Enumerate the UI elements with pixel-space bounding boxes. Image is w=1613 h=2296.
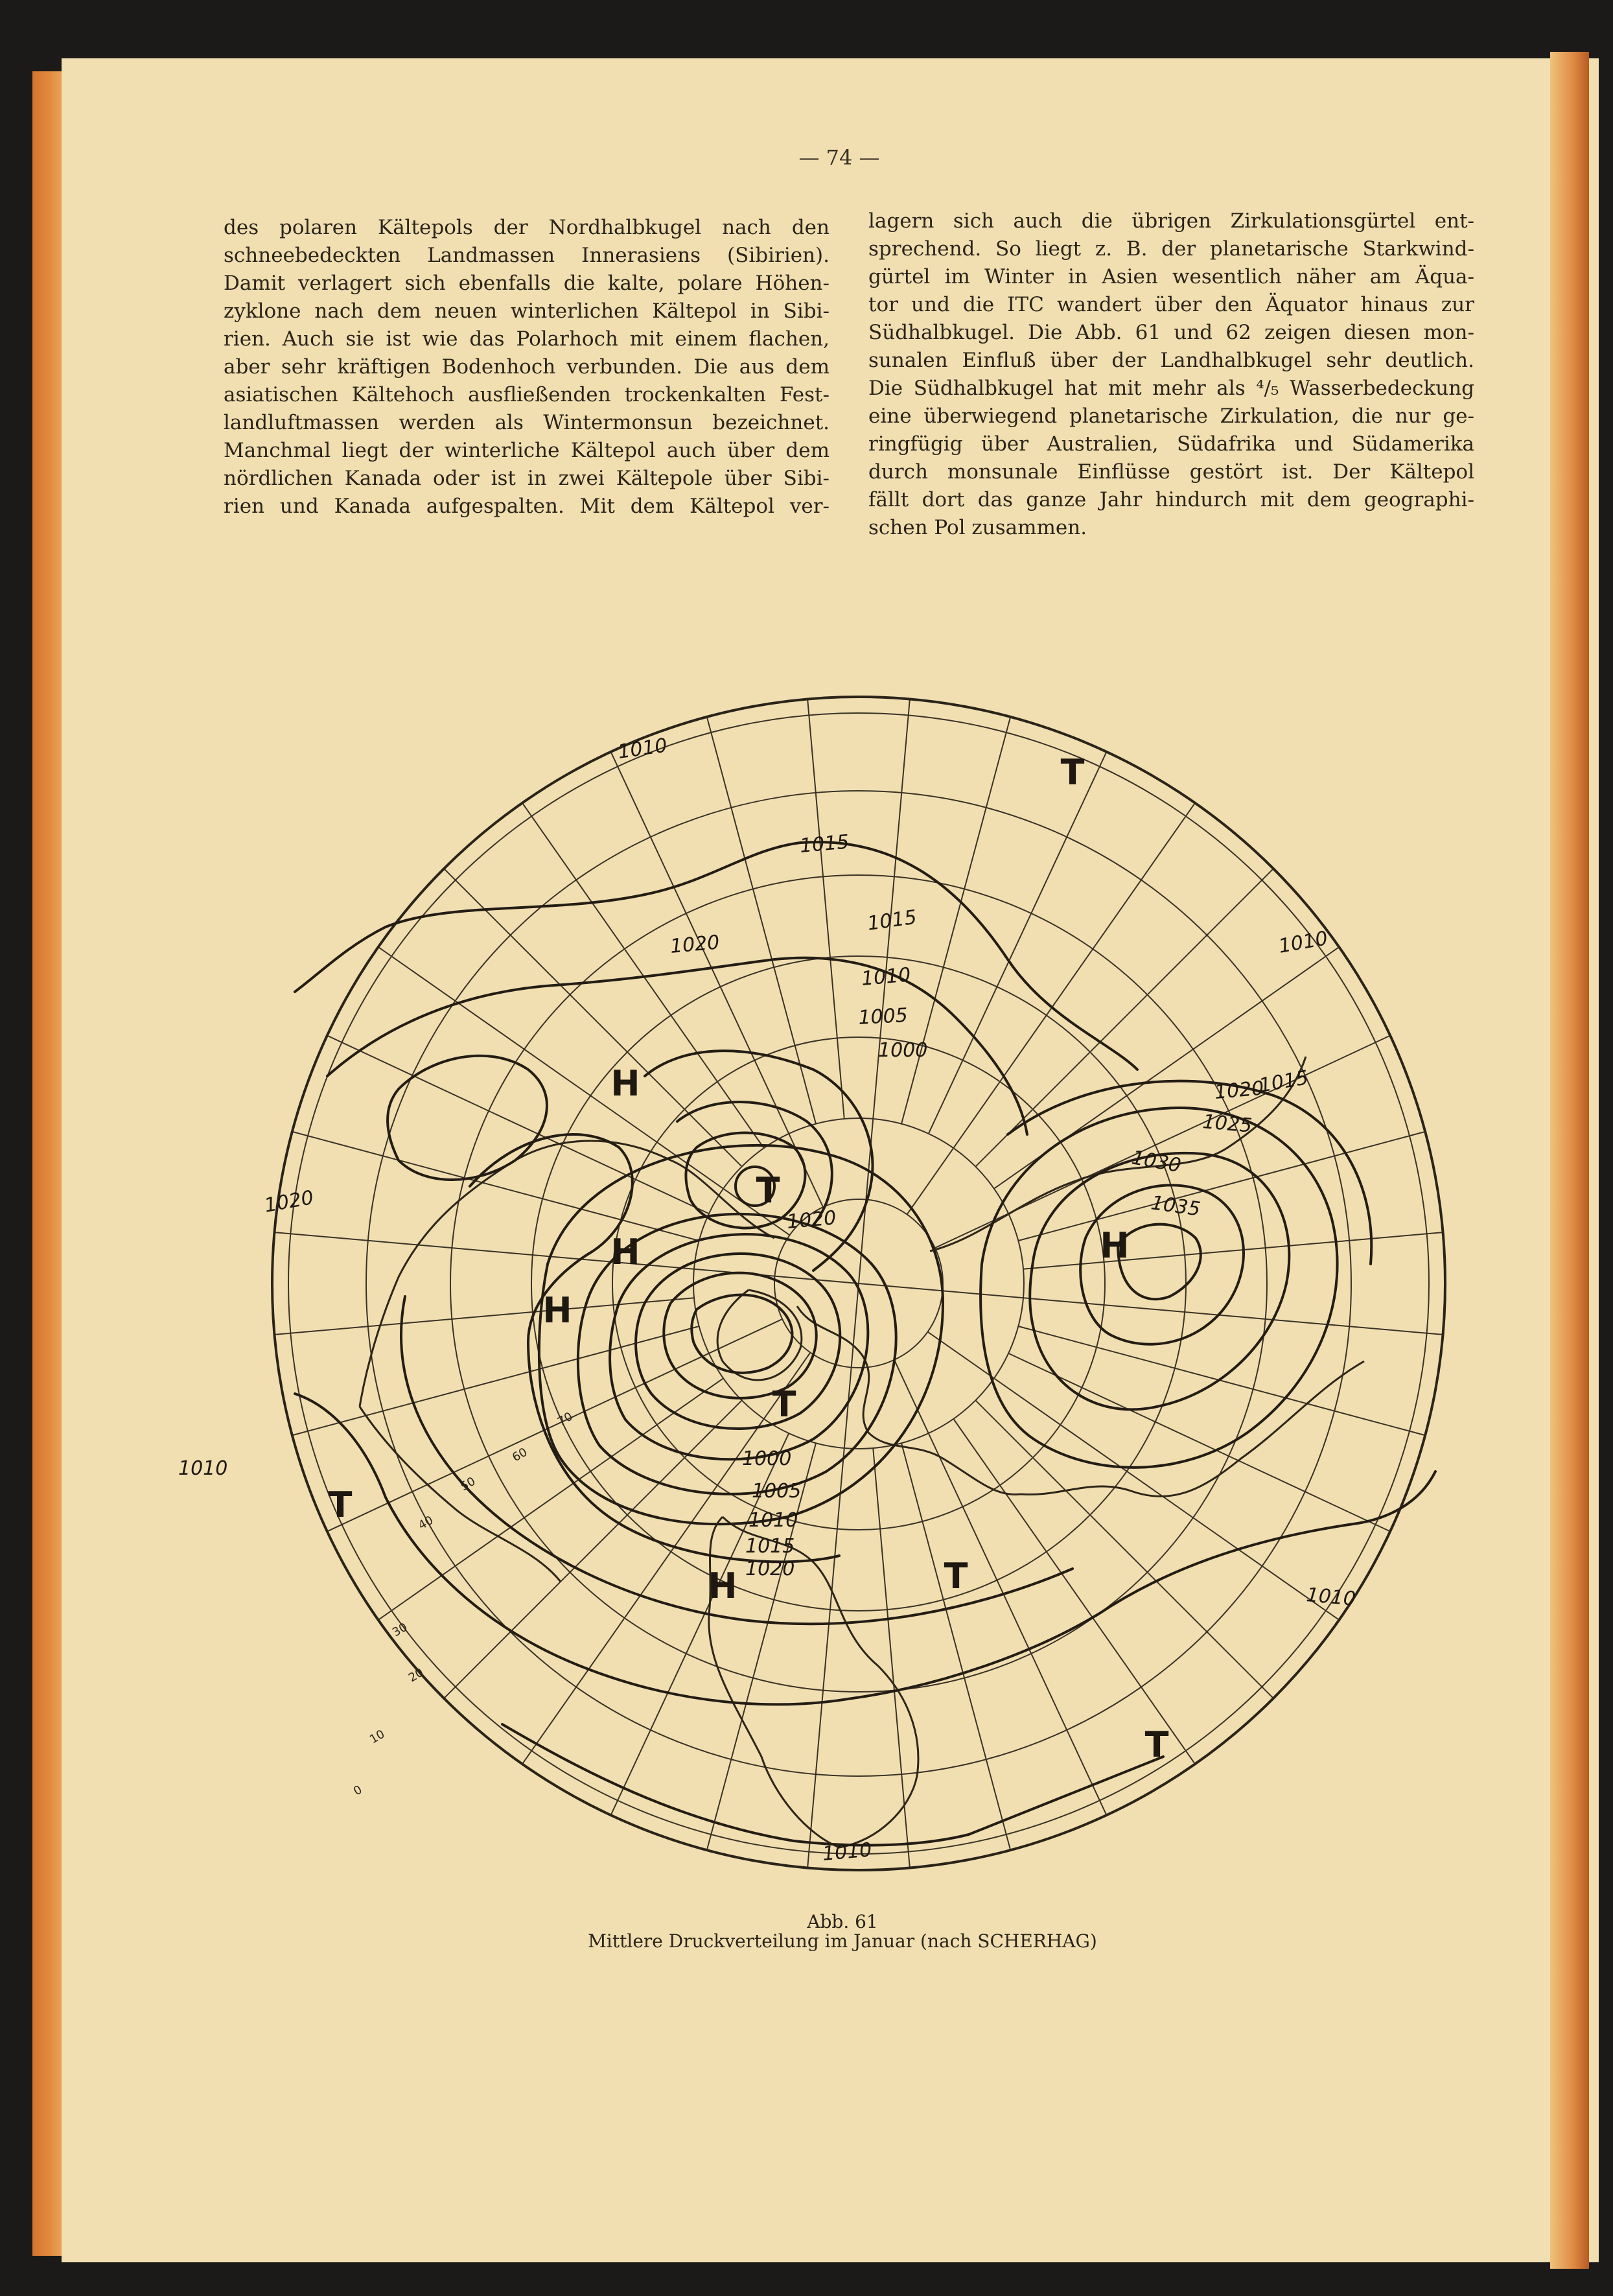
text-line: zyklone nach dem neuen winterlichen Kältepol in Sibi-: [224, 299, 830, 323]
meridian-line: [807, 699, 844, 1119]
isobar-1010-south: [502, 1724, 1163, 1845]
text-column-left: [224, 214, 830, 521]
text-line: aber sehr kräftigen Bodenhoch verbunden. Die aus dem: [224, 355, 830, 379]
text-line: lagern sich auch die übrigen Zirkulationsgürtel ent-: [868, 209, 1474, 233]
isobar-label: 1020: [262, 1186, 316, 1217]
isobar-low-atl-1: [691, 1295, 792, 1373]
isobar-label: 1010: [1277, 927, 1330, 958]
page-number: — 74 —: [798, 145, 880, 170]
text-line: Südhalbkugel. Die Abb. 61 und 62 zeigen diesen mon-: [868, 321, 1474, 344]
text-line: rien. Auch sie ist wie das Polarhoch mit einem flachen,: [224, 327, 830, 351]
text-line: sprechend. So liegt z. B. der planetarische Starkwind-: [868, 237, 1474, 261]
meridian-line: [1008, 1353, 1390, 1532]
meridian-line: [444, 1400, 742, 1698]
text-line: gürtel im Winter in Asien wesentlich näher am Äqua-: [868, 265, 1474, 288]
high-pressure-center: H: [542, 1290, 572, 1331]
isobar-label: 1010: [1305, 1584, 1357, 1611]
meridian-line: [611, 752, 824, 1207]
high-pressure-center: H: [610, 1063, 640, 1104]
meridian-line: [327, 1319, 782, 1532]
isobar-label: 1010: [860, 963, 912, 990]
text-line: eine überwiegend planetarische Zirkulation, die nur ge-: [868, 404, 1474, 428]
text-line: sunalen Einfluß über der Landhalbkugel sehr deutlich.: [868, 349, 1474, 372]
text-column-right: [868, 207, 1474, 542]
latitude-label: 20: [406, 1665, 426, 1685]
isobar-label: 1000: [742, 1447, 792, 1470]
text-line: schneebedeckten Landmassen Innerasiens (Sibirien).: [224, 244, 830, 267]
isobar-label: 1005: [857, 1004, 909, 1029]
meridian-line: [378, 1378, 723, 1620]
isobar-label: 1015: [798, 830, 850, 858]
text-line: ringfügig über Australien, Südafrika und Südamerika: [868, 432, 1474, 456]
isobar-label: 1015: [866, 906, 918, 935]
text-line: Manchmal liegt der winterliche Kältepol auch über dem: [224, 439, 830, 462]
meridian-line: [707, 717, 816, 1124]
pressure-centers: [329, 752, 1169, 1765]
low-pressure-center: T: [1060, 752, 1085, 793]
high-pressure-center: H: [1100, 1225, 1130, 1266]
latitude-label: 40: [416, 1513, 436, 1533]
latitude-label: 10: [367, 1727, 388, 1747]
low-pressure-center: T: [756, 1170, 780, 1211]
isobars: [295, 842, 1435, 1845]
low-pressure-center: T: [772, 1384, 796, 1425]
isobar-label: 1025: [1201, 1110, 1253, 1138]
latitude-label: 70: [555, 1409, 575, 1429]
coastline-greenland: [717, 1290, 802, 1380]
meridian-line: [929, 752, 1107, 1134]
isobar-low-atl-3: [636, 1254, 840, 1429]
isobar-1025-h: [1030, 1153, 1289, 1409]
meridian-line: [953, 1419, 1195, 1764]
isobar-label: 1015: [745, 1535, 795, 1558]
meridian-line: [894, 1360, 1107, 1815]
pressure-map: [178, 681, 1474, 1886]
isobar-label: 1030: [1130, 1146, 1183, 1178]
coastline-asia: [930, 1057, 1364, 1496]
text-line: durch monsunale Einflüsse gestört ist. Der Kältepol: [868, 460, 1474, 484]
isobar-1035-h: [1118, 1224, 1201, 1300]
meridian-line: [444, 869, 742, 1167]
isobar-label: 1020: [785, 1206, 837, 1234]
isobar-label: 1035: [1149, 1191, 1202, 1221]
text-line: landluftmassen werden als Wintermonsun bezeichnet.: [224, 411, 830, 434]
latitude-label: 50: [458, 1474, 478, 1494]
text-line: schen Pol zusammen.: [868, 516, 1087, 539]
caption-title: Mittlere Druckverteilung im Januar (nach SCHERHAG): [588, 1930, 1097, 1952]
text-line: Die Südhalbkugel hat mit mehr als ⁴/₅ Wasserbedeckung: [868, 377, 1474, 400]
high-pressure-center: H: [610, 1232, 640, 1272]
meridian-line: [901, 1443, 1010, 1850]
meridian-line: [327, 1036, 709, 1214]
graticule: [274, 699, 1443, 1868]
meridian-line: [707, 1443, 816, 1850]
low-pressure-center: T: [1144, 1724, 1169, 1765]
text-line: Damit verlagert sich ebenfalls die kalte, polare Höhen-: [224, 272, 830, 295]
isobar-label: 1015: [1257, 1066, 1310, 1097]
isobar-label: 1020: [745, 1558, 795, 1580]
isobar-label: 1000: [878, 1039, 928, 1062]
text-line: nördlichen Kanada oder ist in zwei Kältepole über Sibi-: [224, 467, 830, 490]
meridian-line: [378, 947, 790, 1236]
text-line: asiatischen Kältehoch ausfließenden trockenkalten Fest-: [224, 383, 830, 406]
caption-number: Abb. 61: [807, 1911, 878, 1932]
meridian-line: [292, 1326, 699, 1435]
low-pressure-center: T: [328, 1484, 353, 1525]
isobar-label: 1005: [752, 1480, 802, 1503]
isobar-label: 1010: [616, 734, 669, 764]
text-line: tor und die ITC wandert über den Äquator hinaus zur: [868, 293, 1474, 316]
isobar-label: 1020: [1213, 1077, 1265, 1104]
figure-caption: [518, 1912, 1166, 1951]
latitude-label: 30: [390, 1620, 410, 1640]
meridian-line: [1018, 1326, 1425, 1435]
high-pressure-center: H: [708, 1565, 737, 1606]
isobar-low-atl-4: [610, 1234, 868, 1459]
low-pressure-center: T: [944, 1556, 968, 1597]
isobar-label: 1010: [821, 1838, 873, 1866]
meridian-line: [274, 1298, 694, 1335]
isobar-label: 1010: [748, 1509, 798, 1532]
latitude-label: 0: [351, 1783, 365, 1799]
isobar-label: 1010: [178, 1457, 228, 1480]
isobar-label: 1020: [669, 931, 721, 958]
latitude-label: 60: [510, 1445, 530, 1465]
meridian-line: [859, 1283, 1443, 1335]
page-edge-right: [1550, 52, 1589, 2269]
text-line: fällt dort das ganze Jahr hindurch mit dem geographi-: [868, 488, 1474, 511]
text-line: des polaren Kältepols der Nordhalbkugel nach den: [224, 216, 830, 239]
text-line: rien und Kanada aufgespalten. Mit dem Kältepol ver-: [224, 495, 830, 518]
